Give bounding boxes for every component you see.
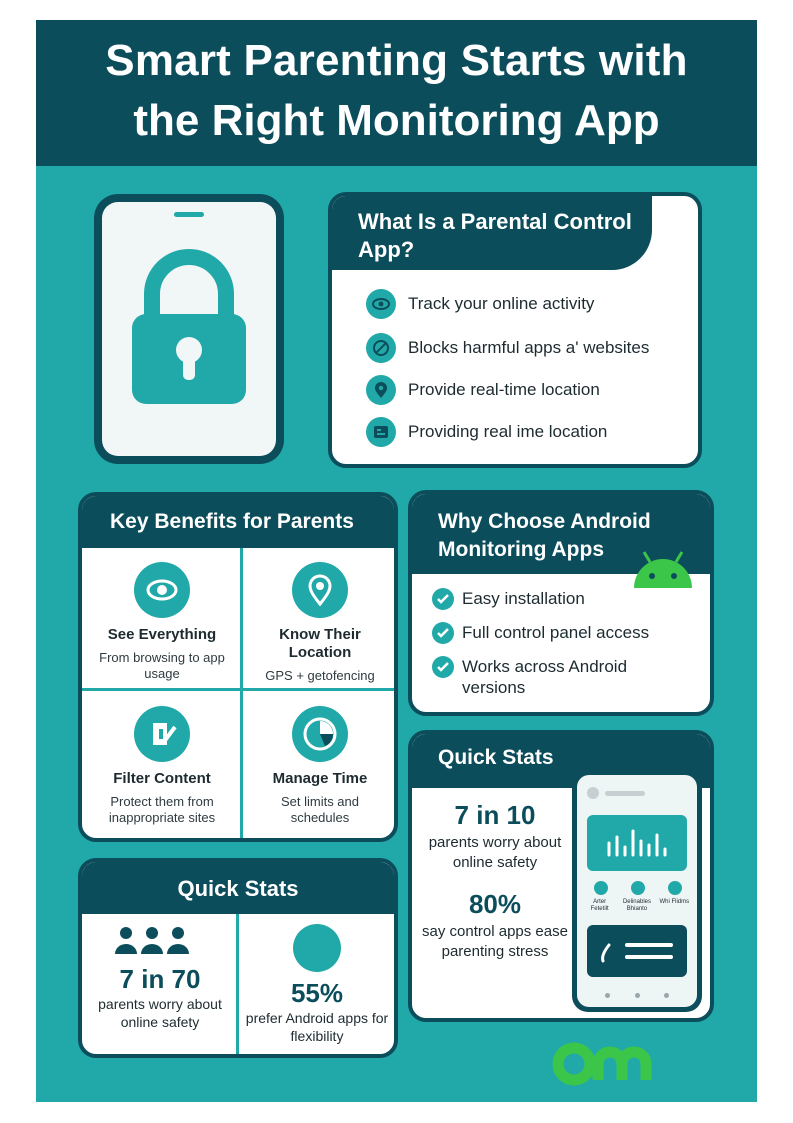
- benefit-desc: From browsing to app usage: [99, 650, 225, 681]
- block-icon: [366, 333, 396, 363]
- key-benefits-panel: [78, 492, 398, 842]
- feature-item: [366, 332, 649, 364]
- stat-value: 55%: [290, 978, 344, 1008]
- location-pin-icon: [292, 562, 348, 618]
- stat-value: 7 in 10: [454, 800, 536, 830]
- check-icon: [432, 622, 454, 644]
- stat-circle-icon: [293, 924, 341, 972]
- page-title-line1: Smart Parenting Starts with: [105, 36, 688, 85]
- stat-value: 7 in 70: [119, 964, 201, 994]
- filter-icon: [134, 706, 190, 762]
- benefit-title: Know Their Location: [279, 626, 361, 661]
- benefit-title: Filter Content: [113, 770, 211, 787]
- eye-icon: [366, 289, 396, 319]
- mini-icon: [668, 881, 682, 895]
- quick-stats-bottom-panel: [78, 858, 398, 1058]
- header-banner: [36, 20, 757, 166]
- feature-item: [366, 288, 594, 320]
- what-is-panel: [328, 192, 702, 468]
- quick-stats-right-panel: [408, 730, 714, 1022]
- feature-label: Provide real-time location: [408, 380, 600, 399]
- benefit-cell: [92, 562, 232, 682]
- key-benefits-title: Key Benefits for Parents: [82, 496, 394, 548]
- call-card: [587, 925, 687, 977]
- feature-label: Blocks harmful apps a' websites: [408, 338, 650, 357]
- phone-lock-illustration: [94, 194, 284, 464]
- eye-icon: [134, 562, 190, 618]
- feature-item: [366, 374, 600, 406]
- android-panel: [408, 490, 714, 716]
- android-item-label: Full control panel access: [462, 623, 650, 642]
- mini-label: Arter Fetetilt: [590, 899, 609, 912]
- android-item: [432, 656, 672, 698]
- android-item-label: Works across Android versions: [462, 657, 628, 697]
- feature-label: Providing real ime location: [408, 422, 608, 441]
- infographic-page: [36, 20, 757, 1102]
- mini-label: Whi Flidms: [659, 899, 690, 905]
- stat-desc: prefer Android apps for flexibility: [245, 1010, 389, 1044]
- benefit-title: Manage Time: [272, 770, 368, 787]
- quick-stats-title: Quick Stats: [82, 862, 394, 914]
- parents-group-icon: [112, 924, 196, 958]
- panel-icon: [366, 417, 396, 447]
- mini-label: Delinables Bhianto: [622, 899, 651, 912]
- page-title-line2: the Right Monitoring App: [133, 96, 660, 145]
- benefit-title: See Everything: [107, 626, 217, 643]
- phone-dashboard-illustration: [572, 770, 702, 1012]
- benefit-desc: Set limits and schedules: [280, 794, 360, 825]
- brand-logo: [550, 1034, 680, 1090]
- quick-stats-title: Quick Stats: [412, 734, 710, 788]
- mini-icon: [594, 881, 608, 895]
- android-item: [432, 588, 585, 610]
- android-item: [432, 622, 649, 644]
- location-pin-icon: [366, 375, 396, 405]
- check-icon: [432, 588, 454, 610]
- feature-label: Track your online activity: [408, 294, 595, 313]
- chart-bars-card: [587, 815, 687, 871]
- benefit-cell: [250, 562, 390, 684]
- stat-value: 80%: [468, 889, 522, 919]
- feature-item: [366, 416, 607, 448]
- check-icon: [432, 656, 454, 678]
- android-robot-icon: [630, 548, 696, 588]
- stat-desc: say control apps ease parenting stress: [422, 923, 568, 960]
- what-is-title: What Is a Parental Control App?: [332, 196, 652, 270]
- benefit-cell: [92, 706, 232, 826]
- benefit-desc: Protect them from inappropriate sites: [108, 794, 216, 825]
- stat-desc: parents worry about online safety: [98, 996, 222, 1030]
- benefit-desc: GPS + getofencing: [265, 668, 375, 683]
- stat-desc: parents worry about online safety: [428, 834, 562, 871]
- pie-clock-icon: [292, 706, 348, 762]
- android-item-label: Easy installation: [462, 589, 585, 608]
- mini-icon: [631, 881, 645, 895]
- padlock-icon: [102, 202, 276, 456]
- benefit-cell: [250, 706, 390, 826]
- android-title: Why Choose Android Monitoring Apps: [412, 494, 710, 574]
